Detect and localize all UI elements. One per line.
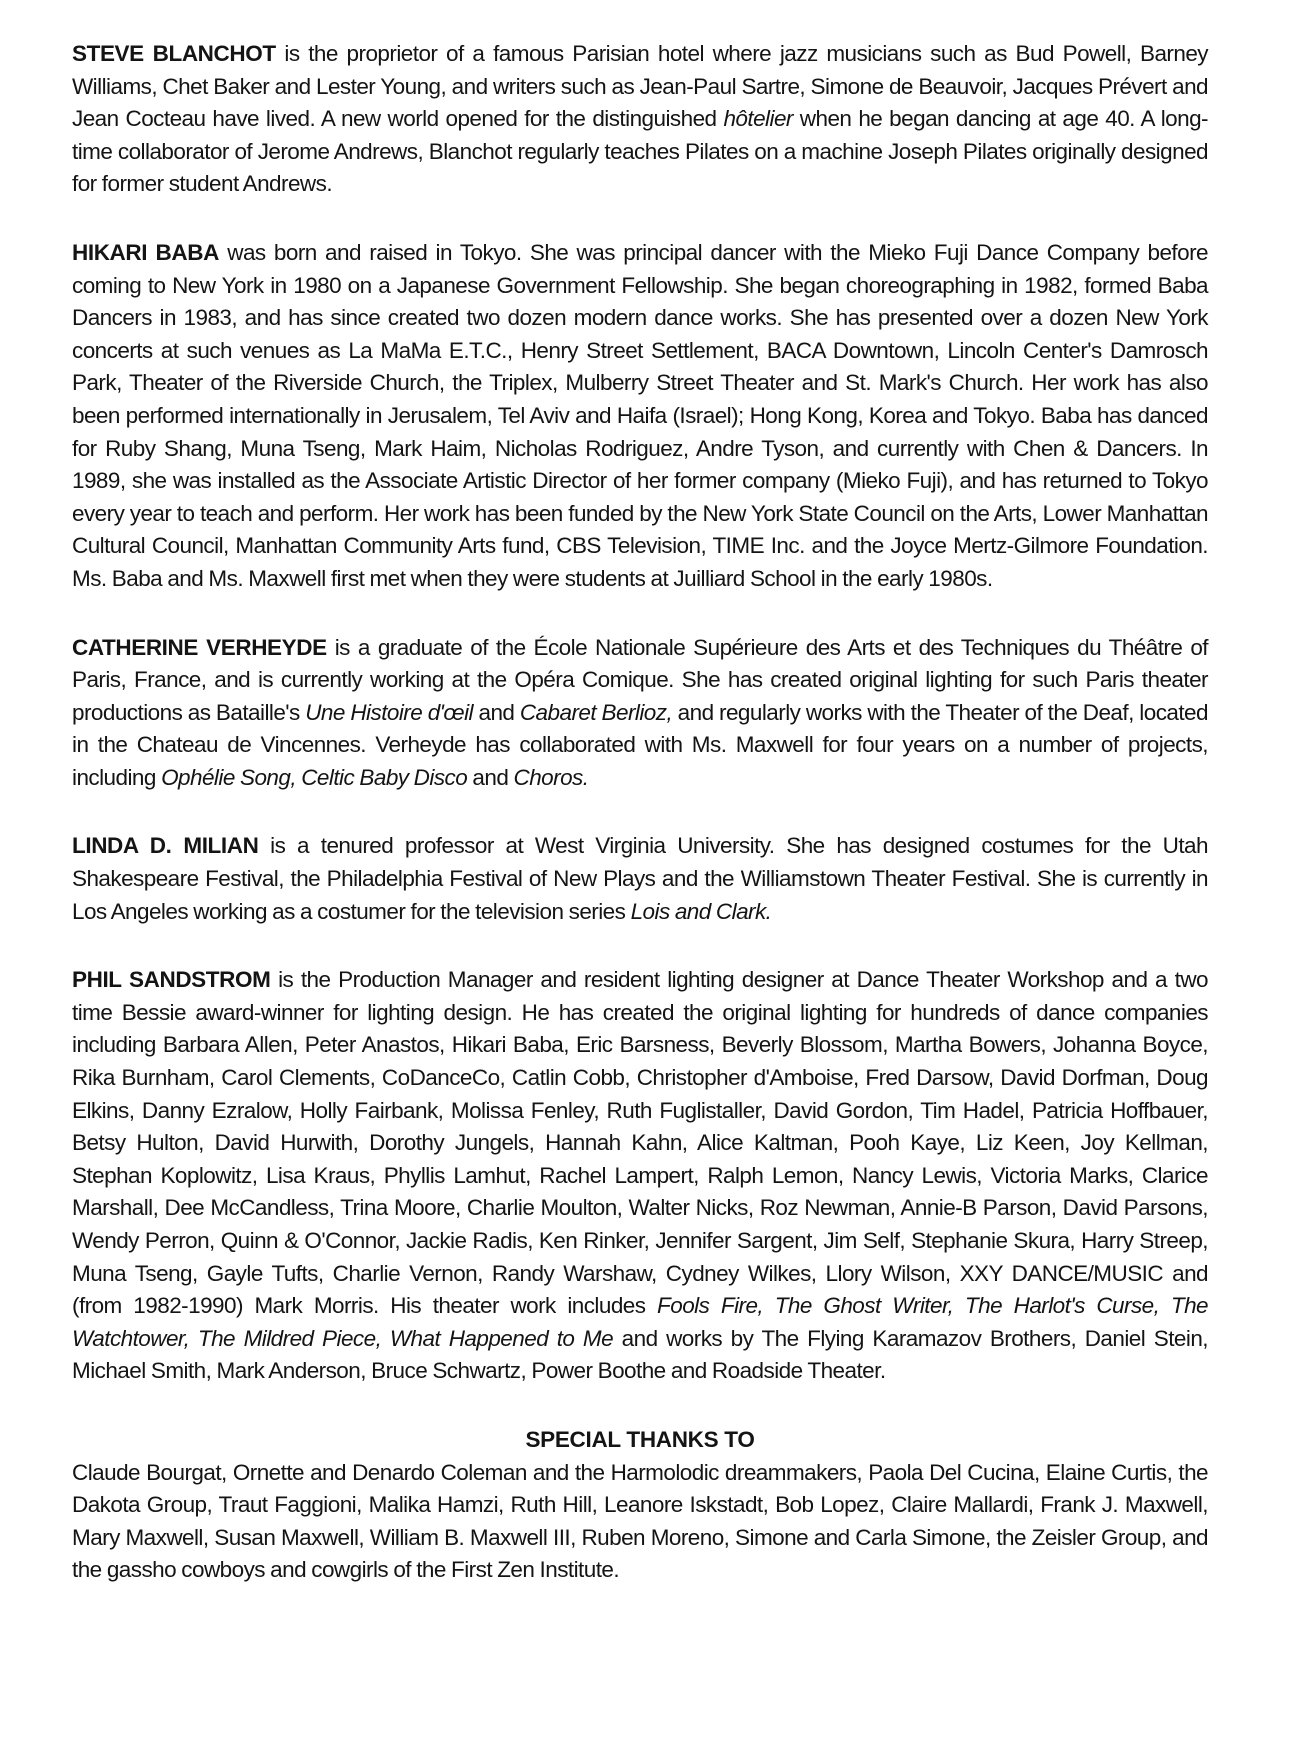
bio-paragraph: [72, 38, 1208, 201]
bio-work-title: Ophélie Song, Celtic Baby Disco: [161, 764, 468, 790]
bio-paragraph: [72, 830, 1208, 928]
bio-text: is the proprietor of a famous Parisian hotel where jazz musicians such as Bud Powell, Barney Williams, Chet Baker and Lester Young, and writers such as Jean-Paul Sartre, Simone de Beauvoir, Jacques Prévert and Jean Cocteau have lived. A new world opened for the distinguished: [72, 41, 1208, 132]
bio-name: PHIL SANDSTROM: [72, 967, 271, 993]
bio-name: CATHERINE VERHEYDE: [72, 634, 327, 660]
bio-text: is a graduate of the École Nationale Supérieure des Arts et des Techniques du Théâtre of Paris, France, and is currently working at the Opéra Comique. She has created original lighting for such Paris theater productions as Bataille's: [72, 634, 1208, 725]
bio-text: and regularly works with the Theater of the Deaf, located in the Chateau de Vincennes. Verheyde has collaborated with Ms. Maxwell for four years on a number of projects, including: [72, 699, 1208, 790]
bio-text: and: [467, 764, 514, 790]
bio-work-title: Cabaret Berlioz,: [519, 699, 673, 725]
bio-text: when he began dancing at age 40. A long-time collaborator of Jerome Andrews, Blanchot regularly teaches Pilates on a machine Joseph Pilates originally designed for former student Andrews.: [72, 106, 1208, 197]
bio-text: and: [473, 699, 520, 725]
special-thanks-heading: SPECIAL THANKS TO: [525, 1426, 755, 1452]
bio-paragraph: [72, 632, 1208, 795]
bio-work-title: Lois and Clark.: [630, 898, 772, 924]
program-page: [72, 38, 1208, 1587]
bio-text: is the Production Manager and resident lighting designer at Dance Theater Workshop and a two time Bessie award-winner for lighting design. He has created the original lighting for hundreds of dance companies including Barbara Allen, Peter Anastos, Hikari Baba, Eric Barsness, Beverly Blossom, Martha Bowers, Johanna Boyce, Rika Burnham, Carol Clements, CoDanceCo, Catlin Cobb, Christopher d'Amboise, Fred Darsow, David Dorfman, Doug Elkins, Danny Ezralow, Holly Fairbank, Molissa Fenley, Ruth Fuglistaller, David Gordon, Tim Hadel, Patricia Hoffbauer, Betsy Hulton, David Hurwith, Dorothy Jungels, Hannah Kahn, Alice Kaltman, Pooh Kaye, Liz Keen, Joy Kellman, Stephan Koplowitz, Lisa Kraus, Phyllis Lamhut, Rachel Lampert, Ralph Lemon, Nancy Lewis, Victoria Marks, Clarice Marshall, Dee McCandless, Trina Moore, Charlie Moulton, Walter Nicks, Roz Newman, Annie-B Parson, David Parsons, Wendy Perron, Quinn & O'Connor, Jackie Radis, Ken Rinker, Jennifer Sargent, Jim Self, Stephanie Skura, Harry Streep, Muna Tseng, Gayle Tufts, Charlie Vernon, Randy Warshaw, Cydney Wilkes, Llory Wilson, XXY DANCE/MUSIC and (from 1982-1990) Mark Morris. His theater work includes: [72, 967, 1208, 1319]
special-thanks-text: Claude Bourgat, Ornette and Denardo Coleman and the Harmolodic dreammakers, Paola Del Cucina, Elaine Curtis, the Dakota Group, Traut Faggioni, Malika Hamzi, Ruth Hill, Leanore Iskstadt, Bob Lopez, Claire Mallardi, Frank J. Maxwell, Mary Maxwell, Susan Maxwell, William B. Maxwell III, Ruben Moreno, Simone and Carla Simone, the Zeisler Group, and the gassho cowboys and cowgirls of the First Zen Institute.: [72, 1459, 1208, 1583]
bio-list: [72, 38, 1208, 1388]
bio-text: and works by The Flying Karamazov Brothers, Daniel Stein, Michael Smith, Mark Anderson, Bruce Schwartz, Power Boothe and Roadside Theater.: [72, 1325, 1208, 1384]
bio-work-title: Choros.: [513, 764, 589, 790]
bio-paragraph: [72, 964, 1208, 1388]
bio-work-title: Fools Fire, The Ghost Writer, The Harlot's Curse, The Watchtower, The Mildred Piece, What Happened to Me: [72, 1293, 1208, 1351]
bio-paragraph: [72, 237, 1208, 596]
bio-name: STEVE BLANCHOT: [72, 41, 276, 66]
bio-work-title: hôtelier: [723, 106, 793, 132]
bio-work-title: Une Histoire d'œil: [305, 699, 473, 725]
bio-name: LINDA D. MILIAN: [72, 833, 259, 859]
bio-text: was born and raised in Tokyo. She was principal dancer with the Mieko Fuji Dance Company before coming to New York in 1980 on a Japanese Government Fellowship. She began choreographing in 1982, formed Baba Dancers in 1983, and has since created two dozen modern dance works. She has presented over a dozen New York concerts at such venues as La MaMa E.T.C., Henry Street Settlement, BACA Downtown, Lincoln Center's Damrosch Park, Theater of the Riverside Church, the Triplex, Mulberry Street Theater and St. Mark's Church. Her work has also been performed internationally in Jerusalem, Tel Aviv and Haifa (Israel); Hong Kong, Korea and Tokyo. Baba has danced for Ruby Shang, Muna Tseng, Mark Haim, Nicholas Rodriguez, Andre Tyson, and currently with Chen & Dancers. In 1989, she was installed as the Associate Artistic Director of her former company (Mieko Fuji), and has returned to Tokyo every year to teach and perform. Her work has been funded by the New York State Council on the Arts, Lower Manhattan Cultural Council, Manhattan Community Arts fund, CBS Television, TIME Inc. and the Joyce Mertz-Gilmore Foundation. Ms. Baba and Ms. Maxwell first met when they were students at Juilliard School in the early 1980s.: [72, 239, 1208, 591]
bio-text: is a tenured professor at West Virginia University. She has designed costumes for the Utah Shakespeare Festival, the Philadelphia Festival of New Plays and the Williamstown Theater Festival. She is currently in Los Angeles working as a costumer for the television series: [72, 833, 1208, 924]
bio-name: HIKARI BABA: [72, 239, 219, 265]
